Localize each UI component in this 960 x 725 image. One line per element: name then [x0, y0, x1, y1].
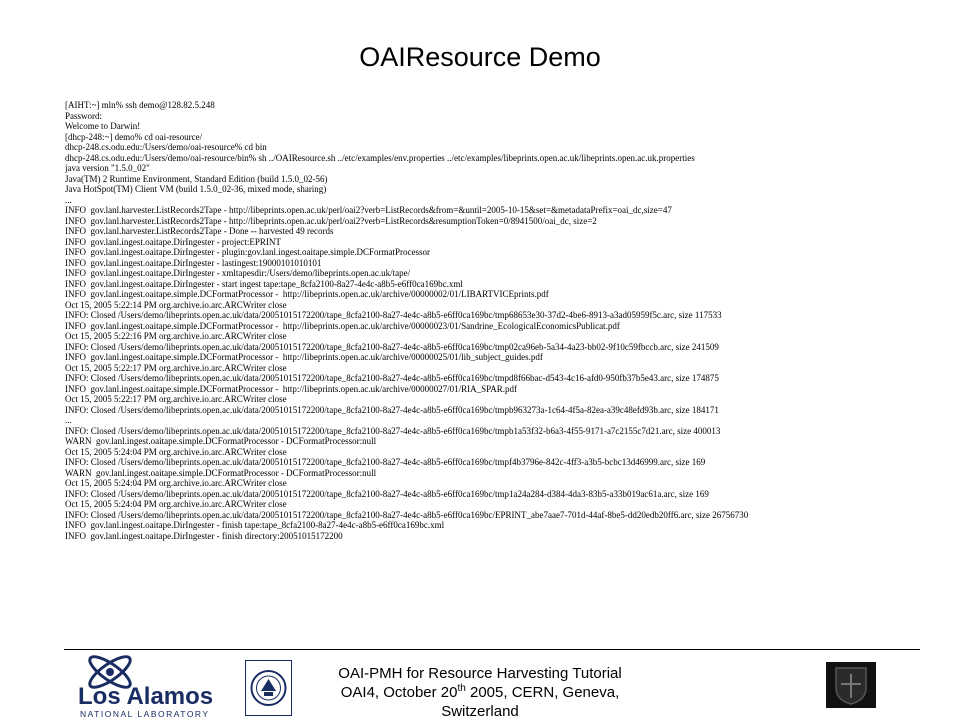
terminal-line: dhcp-248.cs.odu.edu:/Users/demo/oai-resource% cd bin — [65, 142, 267, 152]
terminal-line: INFO gov.lanl.harvester.ListRecords2Tape - http://libeprints.open.ac.uk/perl/oai2?verb=ListRecords&from=&until=2005-10-15&set=&metadataPrefix=oai_dc,size=47 — [65, 205, 672, 215]
credit-line-2: OAI4, October 20th 2005, CERN, Geneva, Switzerland — [340, 683, 620, 720]
terminal-line: INFO gov.lanl.ingest.oaitape.simple.DCFormatProcessor - http://libeprints.open.ac.uk/archive/00000025/01/lib_subject_guides.pdf — [65, 352, 543, 362]
terminal-line: INFO: Closed /Users/demo/libeprints.open.ac.uk/data/20051015172200/tape_8cfa2100-8a27-4e4c-a8b5-e6ff0ca169bc/tmp68653e30-37d2-4be6-8913-a3ad05959f5c.arc, size 117533 — [65, 310, 722, 320]
terminal-line: INFO gov.lanl.ingest.oaitape.DirIngester - finish directory:20051015172200 — [65, 530, 343, 541]
lanl-logo — [72, 646, 230, 720]
terminal-line: INFO gov.lanl.ingest.oaitape.DirIngester - xmltapesdir:/Users/demo/libeprints.open.ac.uk/tape/ — [65, 268, 411, 278]
terminal-line: Oct 15, 2005 5:22:17 PM org.archive.io.arc.ARCWriter close — [65, 362, 287, 373]
terminal-line: [AIHT:~] mln% ssh demo@128.82.5.248 — [65, 100, 215, 110]
terminal-line: Password: — [65, 110, 103, 121]
terminal-line: WARN gov.lanl.ingest.oaitape.simple.DCFormatProcessor - DCFormatProcessor:null — [65, 436, 377, 446]
lanl-wordmark: Los Alamos — [78, 683, 214, 710]
terminal-line: Oct 15, 2005 5:22:17 PM org.archive.io.arc.ARCWriter close — [65, 394, 287, 404]
terminal-line: INFO gov.lanl.harvester.ListRecords2Tape - Done -- harvested 49 records — [65, 226, 334, 236]
terminal-line: INFO: Closed /Users/demo/libeprints.open.ac.uk/data/20051015172200/tape_8cfa2100-8a27-4e4c-a8b5-e6ff0ca169bc/tmpf4b3796e-842c-4ff3-a3b5-bcbc13d46999.arc, size 169 — [65, 457, 706, 467]
terminal-line: [dhcp-248:~] demo% cd oai-resource/ — [65, 131, 203, 142]
lanl-atom-logo-icon — [72, 646, 230, 720]
university-crest-icon — [826, 662, 876, 708]
terminal-output — [65, 100, 925, 645]
terminal-line: java version "1.5.0_02" — [65, 163, 150, 173]
footer-credit — [300, 664, 660, 721]
terminal-line: INFO gov.lanl.ingest.oaitape.DirIngester - lastingest:19000101010101 — [65, 257, 322, 268]
terminal-line: ... — [65, 194, 72, 205]
terminal-line: INFO: Closed /Users/demo/libeprints.open.ac.uk/data/20051015172200/tape_8cfa2100-8a27-4e4c-a8b5-e6ff0ca169bc/tmp02ca96eb-5a34-4a23-bb02-9f10c59fbccb.arc, size 241509 — [65, 341, 719, 352]
lanl-subtitle: NATIONAL LABORATORY — [80, 709, 210, 719]
terminal-line: INFO: Closed /Users/demo/libeprints.open.ac.uk/data/20051015172200/tape_8cfa2100-8a27-4e4c-a8b5-e6ff0ca169bc/tmp1a24a284-d384-4da3-83b5-a33b019ac61a.arc, size 169 — [65, 488, 709, 499]
terminal-line: dhcp-248.cs.odu.edu:/Users/demo/oai-resource/bin% sh ../OAIResource.sh ../etc/examples/env.properties ../etc/examples/libeprints.open.ac.uk/libeprints.open.ac.uk.properties — [65, 152, 695, 163]
terminal-line: INFO gov.lanl.ingest.oaitape.simple.DCFormatProcessor - http://libeprints.open.ac.uk/archive/00000027/01/RIA_SPAR.pdf — [65, 383, 518, 394]
odu-seal-icon — [245, 660, 292, 716]
terminal-line: Oct 15, 2005 5:22:14 PM org.archive.io.arc.ARCWriter close — [65, 299, 287, 310]
terminal-line: Java HotSpot(TM) Client VM (build 1.5.0_02-36, mixed mode, sharing) — [65, 184, 327, 194]
credit-line-1: OAI-PMH for Resource Harvesting Tutorial — [338, 665, 622, 682]
terminal-line: INFO gov.lanl.ingest.oaitape.DirIngester - plugin:gov.lanl.ingest.oaitape.simple.DCFormatProcessor — [65, 247, 431, 257]
slide-title: OAIResource Demo — [359, 42, 601, 72]
terminal-line: INFO: Closed /Users/demo/libeprints.open.ac.uk/data/20051015172200/tape_8cfa2100-8a27-4e4c-a8b5-e6ff0ca169bc/EPRINT_abe7aae7-701d-44af-8be5-dd20edb20ff6.arc, size 26756730 — [65, 509, 749, 520]
terminal-line: Welcome to Darwin! — [65, 121, 141, 131]
terminal-line: Oct 15, 2005 5:24:04 PM org.archive.io.arc.ARCWriter close — [65, 446, 287, 457]
terminal-line: INFO: Closed /Users/demo/libeprints.open.ac.uk/data/20051015172200/tape_8cfa2100-8a27-4e4c-a8b5-e6ff0ca169bc/tmpb963273a-1c64-4f5a-82ea-a39c48efd93b.arc, size 184171 — [65, 404, 719, 415]
terminal-line: ... — [65, 415, 72, 425]
terminal-line: Oct 15, 2005 5:24:04 PM org.archive.io.arc.ARCWriter close — [65, 499, 287, 509]
terminal-line: INFO: Closed /Users/demo/libeprints.open.ac.uk/data/20051015172200/tape_8cfa2100-8a27-4e4c-a8b5-e6ff0ca169bc/tmpb1a53f32-b6a3-4f55-9171-a7c2155c7d21.arc, size 400013 — [65, 425, 721, 436]
terminal-line: INFO gov.lanl.harvester.ListRecords2Tape - http://libeprints.open.ac.uk/perl/oai2?verb=ListRecords&resumptionToken=0/8941500/oai_dc, size=2 — [65, 215, 597, 226]
terminal-line: INFO gov.lanl.ingest.oaitape.DirIngester - start ingest tape:tape_8cfa2100-8a27-4e4c-a8b5-e6ff0ca169bc.xml — [65, 278, 463, 289]
terminal-line: INFO gov.lanl.ingest.oaitape.DirIngester - finish tape:tape_8cfa2100-8a27-4e4c-a8b5-e6ff0ca169bc.xml — [65, 520, 445, 530]
terminal-line: INFO gov.lanl.ingest.oaitape.DirIngester - project:EPRINT — [65, 236, 281, 247]
terminal-line: Java(TM) 2 Runtime Environment, Standard Edition (build 1.5.0_02-56) — [65, 173, 328, 184]
terminal-line: INFO: Closed /Users/demo/libeprints.open.ac.uk/data/20051015172200/tape_8cfa2100-8a27-4e4c-a8b5-e6ff0ca169bc/tmpd8f66bac-d543-4c16-afd0-950fb37b5e43.arc, size 174875 — [65, 373, 719, 383]
terminal-line: WARN gov.lanl.ingest.oaitape.simple.DCFormatProcessor - DCFormatProcessor:null — [65, 467, 377, 478]
terminal-line: INFO gov.lanl.ingest.oaitape.simple.DCFormatProcessor - http://libeprints.open.ac.uk/archive/00000002/01/LIBARTVICEprints.pdf — [65, 289, 549, 299]
terminal-line: Oct 15, 2005 5:22:16 PM org.archive.io.arc.ARCWriter close — [65, 331, 287, 341]
terminal-line: Oct 15, 2005 5:24:04 PM org.archive.io.arc.ARCWriter close — [65, 478, 287, 488]
terminal-line: INFO gov.lanl.ingest.oaitape.simple.DCFormatProcessor - http://libeprints.open.ac.uk/archive/00000023/01/Sandrine_EcologicalEconomicsPublicat.pdf — [65, 320, 620, 331]
